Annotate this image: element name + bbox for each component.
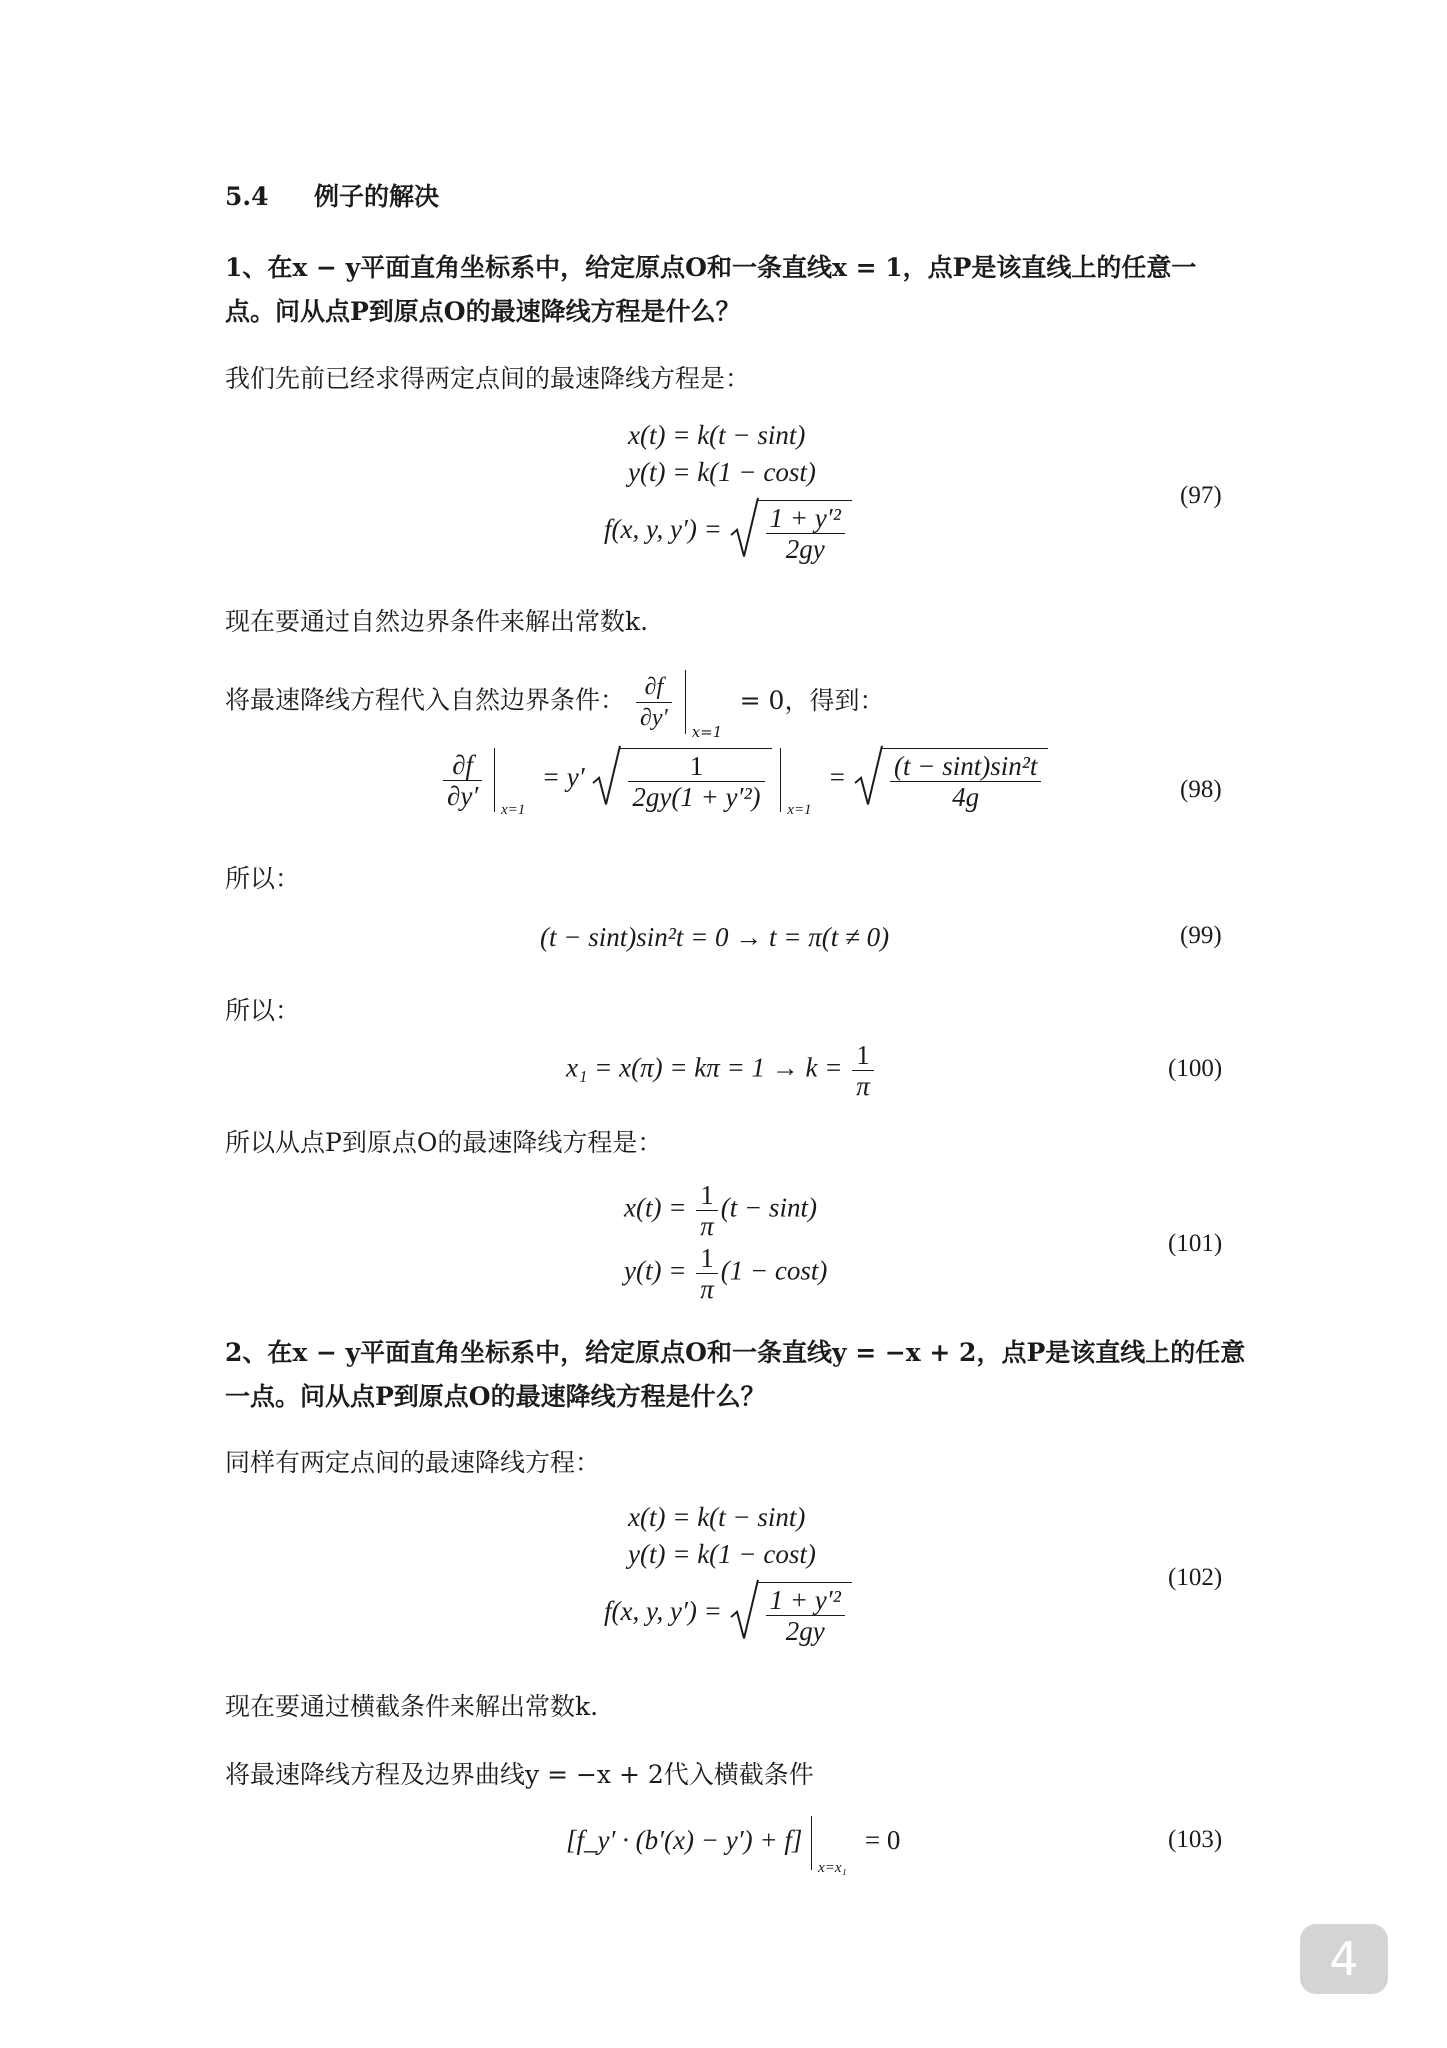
eq98-frac-denominator: ∂y′: [447, 780, 479, 811]
eq100-number: (100): [1168, 1055, 1223, 1082]
eq101-y-line: [624, 1243, 827, 1304]
natural-eval-sub: x=1: [691, 723, 723, 741]
paragraph-result: 所以从点P到原点O的最速降线方程是：: [225, 1128, 663, 1157]
eq97-y-line: y(t) = k(1 − cost): [628, 457, 816, 487]
eq97-f-denominator: 2gy: [785, 534, 825, 564]
eq97-f-line: [604, 500, 852, 564]
section-number: 5.4: [225, 182, 269, 211]
eq102-f-line: [604, 1582, 852, 1646]
natural-eval-bar: [685, 670, 723, 741]
paragraph-so-1: 所以：: [225, 864, 301, 893]
eq98-rhs-denominator: 4g: [952, 782, 980, 812]
eq97-f-lhs: f(x, y, y′) =: [604, 514, 722, 545]
eq98-rhs-numerator: (t − sint)sin²t: [890, 751, 1041, 782]
paragraph-same: 同样有两定点间的最速降线方程：: [225, 1448, 601, 1477]
paragraph-transversal-k: 现在要通过横截条件来解出常数k.: [225, 1692, 599, 1721]
problem1-line2: 点。问从点P到原点O的最速降线方程是什么？: [225, 297, 741, 326]
eq101-x-line: [624, 1180, 817, 1241]
eq98-inner-denominator: 2gy(1 + y′²): [632, 782, 761, 812]
eq103-rhs: = 0: [864, 1825, 901, 1856]
eq102-number: (102): [1168, 1564, 1223, 1591]
eq101-x-lhs: x(t) =: [624, 1192, 687, 1223]
eq97-f-numerator: 1 + y′²: [766, 503, 845, 534]
eq97-sqrt: [729, 500, 852, 564]
eq97-number: (97): [1180, 482, 1222, 509]
eq100-denominator: π: [856, 1071, 870, 1101]
eq99-number: (99): [1180, 922, 1222, 949]
problem1-line1: 1、在x − y平面直角坐标系中，给定原点O和一条直线x = 1，点P是该直线上的任意一: [225, 253, 1197, 282]
eq98-equals: =: [828, 762, 847, 793]
paragraph-transversal: 将最速降线方程及边界曲线y = −x + 2代入横截条件: [225, 1760, 814, 1789]
eq102-f-numerator: 1 + y′²: [766, 1585, 845, 1616]
eq101-number: (101): [1168, 1230, 1223, 1257]
eq101-y-lhs: y(t) =: [624, 1255, 687, 1286]
eq102-x-line: x(t) = k(t − sint): [628, 1502, 806, 1532]
natural-rhs: = 0，得到：: [739, 685, 885, 715]
section-title: 例子的解决: [314, 182, 440, 211]
natural-frac-numerator: ∂f: [636, 672, 672, 703]
eq101-x-rhs: (t − sint): [720, 1192, 817, 1223]
eq98-sqrt-1: [591, 748, 771, 812]
eq98: [440, 748, 1048, 818]
radical-sign-icon: [853, 744, 883, 808]
eq98-sub2: x=1: [787, 802, 812, 818]
eq103-lhs: [f_y′ · (b′(x) − y′) + f]: [566, 1825, 803, 1856]
paragraph-natural-k: 现在要通过自然边界条件来解出常数k.: [225, 607, 649, 636]
eq102-f-lhs: f(x, y, y′) =: [604, 1596, 722, 1627]
natural-frac-denominator: ∂y′: [639, 704, 668, 731]
eq102-f-denominator: 2gy: [785, 1616, 825, 1646]
eq98-frac-numerator: ∂f: [443, 750, 482, 781]
eq103: [566, 1816, 901, 1876]
eq98-sqrt-2: [853, 748, 1048, 812]
eq97-x-line: x(t) = k(t − sint): [628, 420, 806, 450]
eq102-y-line: y(t) = k(1 − cost): [628, 1539, 816, 1569]
problem2-line2: 一点。问从点P到原点O的最速降线方程是什么？: [225, 1382, 766, 1411]
eq99: (t − sint)sin²t = 0 → t = π(t ≠ 0): [540, 922, 890, 952]
eq101-y-rhs: (1 − cost): [720, 1255, 828, 1286]
paragraph-natural-boundary: [225, 670, 885, 741]
eq100-numerator: 1: [852, 1040, 874, 1071]
eq103-number: (103): [1168, 1826, 1223, 1853]
eq98-number: (98): [1180, 776, 1222, 803]
problem2-line1: 2、在x − y平面直角坐标系中，给定原点O和一条直线y = −x + 2，点P是该直线上的任意: [225, 1338, 1246, 1367]
radical-sign-icon: [729, 496, 759, 560]
eq98-sub1: x=1: [500, 802, 526, 818]
eq102-sqrt: [729, 1582, 852, 1646]
eq98-eval-bar-2: [780, 748, 812, 818]
eq100: [566, 1040, 877, 1101]
natural-text: 将最速降线方程代入自然边界条件：: [225, 685, 626, 715]
page-number-badge: 4: [1300, 1924, 1388, 1994]
radical-sign-icon: [729, 1578, 759, 1642]
eq100-lhs: x₁ = x(π) = kπ = 1 → k =: [566, 1052, 843, 1083]
eq101-y-denominator: π: [700, 1274, 714, 1304]
radical-sign-icon: [591, 744, 621, 808]
paragraph-so-2: 所以：: [225, 996, 301, 1025]
eq101-y-numerator: 1: [696, 1243, 718, 1274]
paragraph-known: 我们先前已经求得两定点间的最速降线方程是：: [225, 364, 751, 393]
eq98-eval-bar-1: [494, 748, 526, 818]
eq101-x-denominator: π: [700, 1211, 714, 1241]
eq103-eval-bar: [811, 1816, 847, 1876]
eq98-mid: = y′: [541, 762, 585, 793]
eq101-x-numerator: 1: [696, 1180, 718, 1211]
eq98-inner-numerator: 1: [628, 751, 764, 782]
eq103-sub: x=x₁: [818, 1860, 847, 1876]
